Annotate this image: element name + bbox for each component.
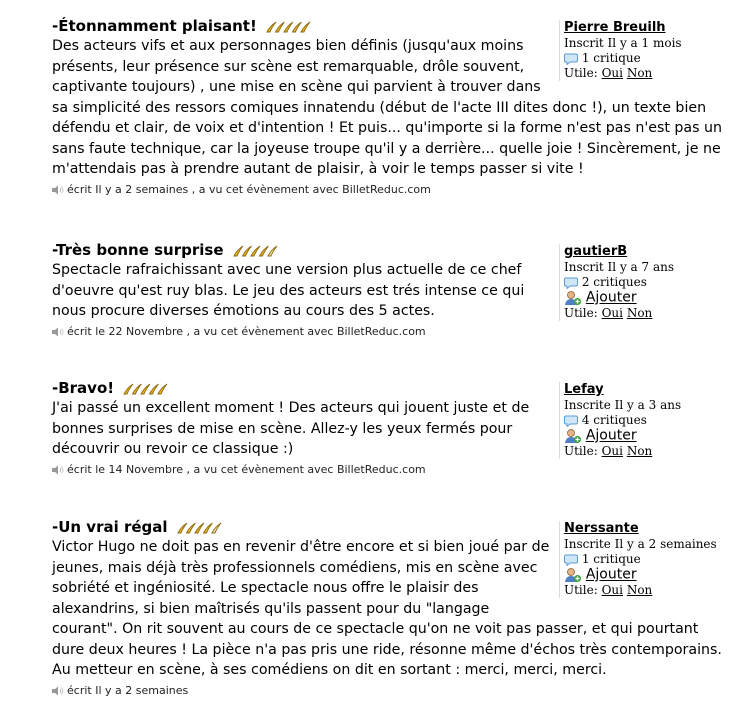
- review-4: [52, 517, 728, 698]
- rating-feather-icon: [242, 246, 251, 256]
- review-title: -Étonnamment plaisant!: [52, 16, 728, 36]
- helpful-no-link[interactable]: Non: [626, 66, 653, 80]
- author-name-link[interactable]: gautierB: [564, 244, 628, 259]
- review-body: Spectacle rafraichissant avec une version plus actuelle de ce chef d'oeuvre qu'est ruy blas. Le jeu des acteurs est trés intense ce qui nous procure diverses émotions au cours des 5 actes.: [52, 262, 525, 319]
- rating-feather-icon: [141, 384, 150, 394]
- speaker-icon: [52, 185, 64, 195]
- rating-feather-icon: [158, 384, 167, 394]
- comment-icon: [564, 554, 578, 566]
- author-name-link[interactable]: Lefay: [564, 382, 604, 397]
- author-review-count: 1 critique: [564, 552, 728, 567]
- author-name-link[interactable]: Pierre Breuilh: [564, 20, 666, 35]
- helpful-yes-link[interactable]: Oui: [601, 306, 623, 320]
- add-friend-row: [564, 567, 728, 583]
- comment-icon: [564, 415, 578, 427]
- review-body: Des acteurs vifs et aux personnages bien définis (jusqu'aux moins présents, leur présence sur scène est remarquable, drôle souvent, captivante toujours) , une mise en scène qui parvient à trouver dans sa simplicité des ressors comiques innatendu (début de l'acte III dites donc !), un texte bien défendu et clair, de voix et d'intention ! Et puis... qu'importe si la forme n'est pas n'est pas un sans faute technique, car la joyeuse troupe qu'il y a derrière... quelle joie ! Sincèrement, je ne m'attendais pas à prendre autant de plaisir, à voir le temps passer si vite !: [52, 38, 723, 177]
- author-panel: [559, 382, 728, 459]
- author-review-count: 4 critiques: [564, 413, 728, 428]
- author-panel: [559, 244, 728, 321]
- rating-feather-icon: [276, 22, 285, 32]
- add-user-icon: [564, 428, 582, 444]
- review-1: [52, 16, 728, 197]
- helpful-no-link[interactable]: Non: [626, 583, 653, 597]
- review-title: -Un vrai régal: [52, 517, 728, 537]
- add-user-icon: [564, 290, 582, 306]
- review-body: Victor Hugo ne doit pas en revenir d'être encore et si bien joué par de jeunes, mais déjà très professionnels comédiens, mis en scène avec sobriété et ingéniosité. Le spectacle nous offre le plaisir des alexandrins, si bien maîtrisés qu'ils passent pour du "langage courant". On rit souvent au cours de ce spectacle qu'on ne voit pas passer, et qui pourtant dure deux heures ! La pièce n'a pas pris une ride, résonne même d'échos très contemporains. Au metteur en scène, à ses comédiens on dit en sortant : merci, merci, merci.: [52, 539, 722, 678]
- helpful-row: Utile: Oui Non: [564, 583, 653, 597]
- rating-feather-icon: [301, 22, 310, 32]
- rating-feather-icon: [133, 384, 142, 394]
- author-review-count: 1 critique: [564, 51, 728, 66]
- add-friend-link[interactable]: Ajouter: [585, 566, 637, 583]
- helpful-row: Utile: Oui Non: [564, 66, 653, 80]
- rating-stars: [232, 244, 278, 258]
- rating-feather-icon: [203, 523, 212, 533]
- rating-feather-icon: [186, 523, 195, 533]
- rating-feather-icon: [268, 246, 277, 256]
- rating-feather-icon: [293, 22, 302, 32]
- add-friend-row: [564, 428, 728, 444]
- rating-stars: [265, 20, 311, 34]
- review-body: J'ai passé un excellent moment ! Des acteurs qui jouent juste et de bonnes surprises de mise en scène. Allez-y les yeux fermés pour découvrir ou revoir ce classique :): [52, 400, 530, 457]
- author-since: Inscrite Il y a 2 semaines: [564, 537, 717, 551]
- add-friend-link[interactable]: Ajouter: [585, 289, 637, 306]
- review-title: -Très bonne surprise: [52, 240, 728, 260]
- author-panel: [559, 521, 728, 598]
- rating-feather-icon: [195, 523, 204, 533]
- comment-icon: [564, 277, 578, 289]
- review-2: [52, 240, 728, 339]
- author-review-count: 2 critiques: [564, 275, 728, 290]
- rating-stars: [176, 521, 222, 535]
- author-since: Inscrite Il y a 3 ans: [564, 398, 682, 412]
- rating-feather-icon: [212, 523, 221, 533]
- review-meta: écrit Il y a 2 semaines: [52, 683, 728, 698]
- helpful-yes-link[interactable]: Oui: [601, 583, 623, 597]
- comment-icon: [564, 53, 578, 65]
- helpful-no-link[interactable]: Non: [626, 306, 653, 320]
- review-title: -Bravo!: [52, 378, 728, 398]
- rating-feather-icon: [150, 384, 159, 394]
- helpful-row: Utile: Oui Non: [564, 444, 653, 458]
- rating-feather-icon: [267, 22, 276, 32]
- rating-stars: [122, 382, 168, 396]
- speaker-icon: [52, 686, 64, 696]
- helpful-yes-link[interactable]: Oui: [601, 444, 623, 458]
- author-since: Inscrit Il y a 7 ans: [564, 260, 675, 274]
- speaker-icon: [52, 465, 64, 475]
- review-meta: écrit le 14 Novembre , a vu cet évènement avec BilletReduc.com: [52, 462, 728, 477]
- author-name-link[interactable]: Nerssante: [564, 521, 639, 536]
- speaker-icon: [52, 327, 64, 337]
- rating-feather-icon: [284, 22, 293, 32]
- add-user-icon: [564, 567, 582, 583]
- rating-feather-icon: [178, 523, 187, 533]
- author-since: Inscrit Il y a 1 mois: [564, 36, 682, 50]
- helpful-row: Utile: Oui Non: [564, 306, 653, 320]
- rating-feather-icon: [234, 246, 243, 256]
- add-friend-link[interactable]: Ajouter: [585, 427, 637, 444]
- rating-feather-icon: [259, 246, 268, 256]
- review-3: [52, 378, 728, 477]
- helpful-no-link[interactable]: Non: [626, 444, 653, 458]
- rating-feather-icon: [124, 384, 133, 394]
- review-meta: écrit Il y a 2 semaines , a vu cet évènement avec BilletReduc.com: [52, 182, 728, 197]
- review-meta: écrit le 22 Novembre , a vu cet évènement avec BilletReduc.com: [52, 324, 728, 339]
- helpful-yes-link[interactable]: Oui: [601, 66, 623, 80]
- add-friend-row: [564, 290, 728, 306]
- rating-feather-icon: [251, 246, 260, 256]
- author-panel: [559, 20, 728, 81]
